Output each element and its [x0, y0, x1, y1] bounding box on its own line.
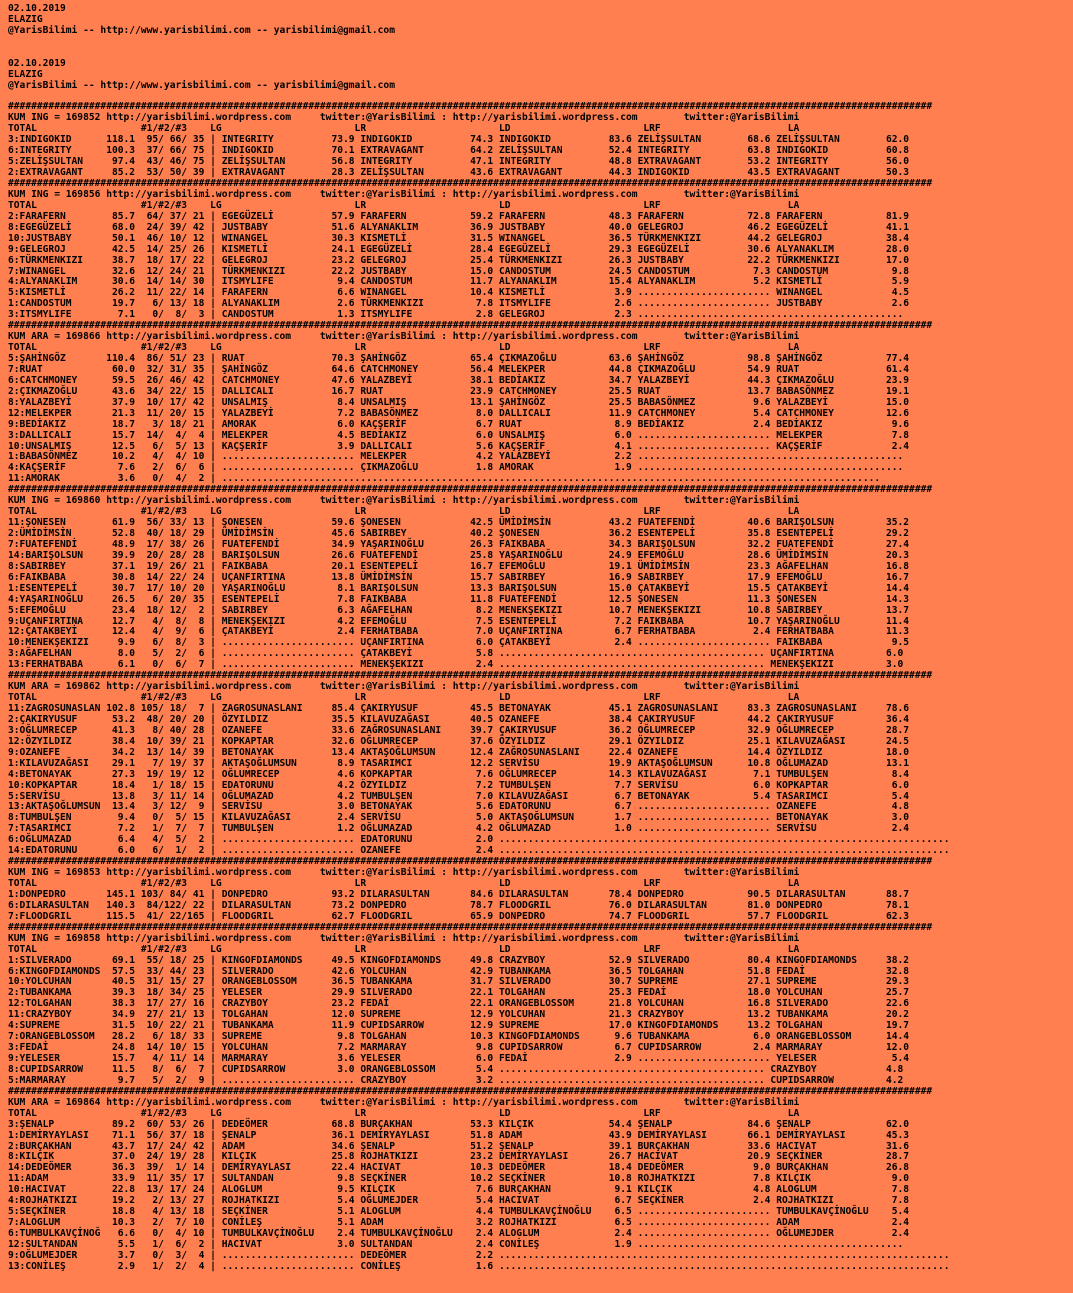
horse-row: 4:YAŞARINOĞLU 26.5 6/ 20/ 35 | ESENTEPELİ 7.8 FAIKBABA 11.8 FUATEFENDİ 12.5 ŞONESEN 11.3 ŞONESEN 14.3: [8, 593, 910, 605]
horse-row: 5:EFEMOĞLU 23.4 18/ 12/ 2 | SABIRBEY 6.3 AĞAFELHAN 8.2 MENEKŞEKIZI 10.7 MENEKŞEKIZI 10.8 SABIRBEY 13.7: [8, 604, 910, 616]
horse-row: 6:DILARASULTAN 140.3 84/122/ 22 | DILARASULTAN 73.2 DONPEDRO 78.7 FLOODGRIL 76.0 DILARASULTAN 81.0 DONPEDRO 78.1: [8, 899, 910, 911]
horse-row: 1:KILAVUZAĞASI 29.1 7/ 19/ 37 | AKTAŞOĞLUMSUN 8.9 TASARIMCI 12.2 SERVİSU 19.9 AKTAŞOĞLUMSUN 10.8 OĞLUMAZAD 13.1: [8, 757, 910, 769]
race-header: KUM ARA = 169864 http://yarisbilimi.wordpress.com twitter:@YarisBilimi : http://yarisbilimi.wordpress.com twitter:@YarisBilimi: [8, 1096, 800, 1108]
horse-row: 2:TUBANKAMA 39.3 18/ 34/ 25 | YELESER 29.9 SILVERADO 22.1 TOLGAHAN 25.3 FEDAİ 18.0 YOLCUHAN 25.7: [8, 987, 910, 999]
horse-row: 12:ÇATAKBEYİ 12.4 4/ 9/ 6 | ÇATAKBEYİ 2.4 FERHATBABA 7.0 UÇANFIRTINA 6.7 FERHATBABA 2.4 FERHATBABA 11.3: [8, 626, 910, 638]
horse-row: 10:JUSTBABY 50.1 46/ 10/ 12 | WINANGEL 30.3 KISMETLİ 31.5 WINANGEL 36.5 TÜRKMENKIZI 44.2 GELEGROJ 38.4: [8, 232, 910, 244]
horse-row: 5:KISMETLİ 26.2 11/ 22/ 14 | FARAFERN 6.6 WINANGEL 10.4 KISMETLİ 3.9 ....................... WINANGEL 4.5: [8, 287, 910, 299]
horse-row: 7:WINANGEL 32.6 12/ 24/ 21 | TÜRKMENKIZI 22.2 JUSTBABY 15.0 CANDOSTUM 24.5 CANDOSTUM 7.3 CANDOSTUM 9.8: [8, 265, 910, 277]
horse-row: 5:MARMARAY 9.7 5/ 2/ 9 | ....................... CRAZYBOY 3.2 .............................................. CUPIDSARROW 4.2: [8, 1074, 904, 1086]
horse-row: 2:ÇAKIRYUSUF 53.2 48/ 20/ 20 | ÖZYILDIZ 35.5 KILAVUZAĞASI 40.5 OZANEFE 38.4 ÇAKIRYUSUF 44.2 ÇAKIRYUSUF 36.4: [8, 713, 910, 725]
horse-row: 11:ŞONESEN 61.9 56/ 33/ 13 | ŞONESEN 59.6 ŞONESEN 42.5 ÜMİDİMSİN 43.2 FUATEFENDİ 40.6 BARIŞOLSUN 35.2: [8, 517, 910, 529]
horse-row: 7:ALOGLUM 10.3 2/ 7/ 10 | CONİLEŞ 5.1 ADAM 3.2 ROJHATKIZI 6.5 ....................... ADAM 2.4: [8, 1217, 910, 1229]
horse-row: 3:FEDAİ 24.8 14/ 10/ 15 | YOLCUHAN 7.2 MARMARAY 9.8 CUPIDSARROW 6.7 CUPIDSARROW 2.4 MARMARAY 12.0: [8, 1042, 910, 1054]
horse-row: 10:KOPKAPTAR 18.4 1/ 18/ 15 | EDATORUNU 4.2 ÖZYILDIZ 7.2 TUMBULŞEN 7.7 SERVİSU 6.0 KOPKAPTAR 6.0: [8, 779, 910, 791]
horse-row: 3:DALLICALI 15.7 14/ 4/ 4 | MELEKPER 4.5 BEDİAKIZ 6.0 UNSALMIŞ 6.0 ....................... MELEKPER 7.8: [8, 429, 910, 441]
column-header: TOTAL #1/#2/#3 LG LR LD LRF LA: [8, 123, 800, 135]
horse-row: 12:MELEKPER 21.3 11/ 20/ 15 | YALAZBEYİ 7.2 BABASÖNMEZ 8.0 DALLICALI 11.9 CATCHMONEY 5.4 CATCHMONEY 12.6: [8, 407, 910, 419]
horse-row: 9:UÇANFIRTINA 12.7 4/ 8/ 8 | MENEKŞEKIZI 4.2 EFEMOĞLU 7.5 ESENTEPELİ 7.2 FAIKBABA 10.7 YAŞARINOĞLU 11.4: [8, 615, 910, 627]
race-header: KUM ING = 169852 http://yarisbilimi.wordpress.com twitter:@YarisBilimi : http://yarisbilimi.wordpress.com twitter:@YarisBilimi: [8, 112, 800, 124]
horse-row: 12:TOLGAHAN 38.3 17/ 27/ 16 | CRAZYBOY 23.2 FEDAİ 22.1 ORANGEBLOSSOM 21.8 YOLCUHAN 16.8 SILVERADO 22.6: [8, 998, 910, 1010]
horse-row: 9:GELEGROJ 42.5 14/ 25/ 26 | KISMETLİ 24.1 EGEGÜZELİ 28.4 EGEGÜZELİ 29.3 EGEGÜZELİ 30.6 ALYANAKLIM 28.0: [8, 243, 910, 255]
column-header: TOTAL #1/#2/#3 LG LR LD LRF LA: [8, 342, 800, 354]
horse-row: 6:TUMBULKAVÇİNOĞ 6.6 0/ 4/ 10 | TUMBULKAVÇİNOĞLU 2.4 TUMBULKAVÇİNOĞLU 2.4 ALOGLUM 2.4 ....................... OĞLUMEJDER 2.4: [8, 1228, 910, 1239]
horse-row: 10:UNSALMIŞ 12.5 6/ 5/ 13 | KAÇŞERİF 3.9 DALLICALI 5.6 KAÇŞERİF 4.1 ....................... KAÇŞERİF 2.4: [8, 440, 910, 452]
horse-row: 7:FLOODGRIL 115.5 41/ 22/165 | FLOODGRIL 62.7 FLOODGRIL 65.9 DONPEDRO 74.7 FLOODGRIL 57.7 FLOODGRIL 62.3: [8, 910, 910, 922]
horse-row: 1:SILVERADO 69.1 55/ 18/ 25 | KINGOFDIAMONDS 49.5 KINGOFDIAMONDS 49.8 CRAZYBOY 52.9 SILVERADO 80.4 KINGOFDIAMONDS 38.2: [8, 954, 910, 966]
horse-row: 5:SERVİSU 13.8 3/ 11/ 14 | OĞLUMAZAD 4.2 TUMBULŞEN 7.0 KILAVUZAĞASI 6.7 BETONAYAK 5.4 TASARIMCI 5.4: [8, 790, 910, 802]
horse-row: 11:ADAM 33.9 11/ 35/ 17 | SULTANDAN 9.8 SEÇKİNER 10.2 SEÇKİNER 10.8 ROJHATKIZI 7.8 KILÇIK 9.0: [8, 1173, 910, 1185]
horse-row: 7:ORANGEBLOSSOM 28.2 6/ 18/ 33 | SUPREME 9.8 TOLGAHAN 10.3 KINGOFDIAMONDS 9.6 TUBANKAMA 6.0 ORANGEBLOSSOM 14.4: [8, 1031, 910, 1043]
horse-row: 9:BEDİAKIZ 18.7 3/ 18/ 21 | AMORAK 6.0 KAÇŞERİF 6.7 RUAT 8.9 BEDİAKIZ 2.4 BEDİAKIZ 9.6: [8, 418, 910, 430]
report-line: 02.10.2019: [8, 57, 66, 69]
race-header: KUM ARA = 169862 http://yarisbilimi.wordpress.com twitter:@YarisBilimi : http://yarisbilimi.wordpress.com twitter:@YarisBilimi: [8, 681, 800, 693]
column-header: TOTAL #1/#2/#3 LG LR LD LRF LA: [8, 199, 800, 211]
race-header: KUM ING = 169856 http://yarisbilimi.wordpress.com twitter:@YarisBilimi : http://yarisbilimi.wordpress.com twitter:@YarisBilimi: [8, 188, 800, 200]
horse-row: 3:INDIGOKID 118.1 95/ 66/ 35 | INTEGRITY 73.9 INDIGOKID 74.3 INDIGOKID 83.6 ZELİŞSULTAN 68.6 ZELİŞSULTAN 62.0: [8, 134, 910, 146]
column-header: TOTAL #1/#2/#3 LG LR LD LRF LA: [8, 506, 800, 518]
section-separator: ################################################################################################################################################################: [8, 670, 933, 682]
horse-row: 3:ŞENALP 89.2 60/ 53/ 26 | DEDEÖMER 68.8 BURÇAKHAN 53.3 KILÇIK 54.4 ŞENALP 84.6 ŞENALP 62.0: [8, 1118, 910, 1130]
horse-row: 2:ÇIKMAZOĞLU 43.6 34/ 22/ 15 | DALLICALI 16.7 RUAT 23.9 CATCHMONEY 25.5 RUAT 13.7 BABASÖNMEZ 19.1: [8, 385, 910, 397]
horse-row: 10:YOLCUHAN 40.5 31/ 15/ 27 | ORANGEBLOSSOM 36.5 TUBANKAMA 31.7 SILVERADO 30.7 SUPREME 27.1 SUPREME 29.3: [8, 976, 910, 988]
section-separator: ################################################################################################################################################################: [8, 178, 933, 189]
report-line: ELAZIG: [8, 68, 43, 80]
horse-row: 13:AKTAŞOĞLUMSUN 13.4 3/ 12/ 9 | SERVİSU 3.0 BETONAYAK 5.6 EDATORUNU 6.7 ....................... OZANEFE 4.8: [8, 801, 910, 813]
horse-row: 10:HACIVAT 22.8 13/ 17/ 24 | ALOGLUM 9.5 KILÇIK 7.6 BURÇAKHAN 9.1 KILÇIK 4.8 ALOGLUM 7.8: [8, 1184, 910, 1196]
column-header: TOTAL #1/#2/#3 LG LR LD LRF LA: [8, 1107, 800, 1119]
horse-row: 12:SULTANDAN 5.5 1/ 6/ 2 | HACIVAT 3.0 SULTANDAN 2.4 CONİLEŞ 1.9 ..............................................: [8, 1238, 904, 1250]
horse-row: 14:DEDEÖMER 36.3 39/ 1/ 14 | DEMİRYAYLASI 22.4 HACIVAT 10.3 DEDEÖMER 18.4 DEDEÖMER 9.0 BURÇAKHAN 26.8: [8, 1162, 910, 1174]
horse-row: 8:KILÇIK 37.0 24/ 19/ 28 | KILÇIK 25.8 ROJHATKIZI 23.2 DEMİRYAYLASI 26.7 HACIVAT 20.9 SEÇKİNER 28.7: [8, 1151, 910, 1163]
race-header: KUM ING = 169853 http://yarisbilimi.wordpress.com twitter:@YarisBilimi : http://yarisbilimi.wordpress.com twitter:@YarisBilimi: [8, 867, 800, 879]
horse-row: 2:BURÇAKHAN 43.7 17/ 24/ 42 | ADAM 34.6 ŞENALP 51.2 ŞENALP 39.1 BURÇAKHAN 33.6 HACIVAT 31.6: [8, 1140, 910, 1152]
horse-row: 1:DEMİRYAYLASI 71.1 56/ 37/ 18 | ŞENALP 36.1 DEMİRYAYLASI 51.8 ADAM 43.9 DEMİRYAYLASI 66.1 DEMİRYAYLASI 45.3: [8, 1129, 910, 1141]
horse-row: 1:DONPEDRO 145.1 103/ 84/ 41 | DONPEDRO 93.2 DILARASULTAN 84.6 DILARASULTAN 78.4 DONPEDRO 90.5 DILARASULTAN 88.7: [8, 888, 910, 900]
horse-row: 13:FERHATBABA 6.1 0/ 6/ 7 | ....................... MENEKŞEKIZI 2.4 .............................................. MENEKŞEKIZI 3.0: [8, 659, 904, 671]
report-line: ELAZIG: [8, 13, 43, 25]
horse-row: 8:SABIRBEY 37.1 19/ 26/ 21 | FAIKBABA 20.1 ESENTEPELİ 16.7 EFEMOĞLU 19.1 ÜMİDİMSİN 23.3 AĞAFELHAN 16.8: [8, 560, 910, 572]
horse-row: 1:CANDOSTUM 19.7 6/ 13/ 18 | ALYANAKLIM 2.6 TÜRKMENKIZI 7.8 ITSMYLIFE 2.6 ....................... JUSTBABY 2.6: [8, 298, 910, 310]
horse-row: 14:BARIŞOLSUN 39.9 20/ 28/ 28 | BARIŞOLSUN 26.6 FUATEFENDİ 25.8 YAŞARINOĞLU 24.9 EFEMOĞLU 28.6 ÜMİDİMSİN 20.3: [8, 549, 910, 561]
horse-row: 6:INTEGRITY 100.3 37/ 66/ 75 | INDIGOKID 70.1 EXTRAVAGANT 64.2 ZELİŞSULTAN 52.4 INTEGRITY 63.8 INDIGOKID 60.8: [8, 145, 910, 157]
horse-row: 9:OĞLUMEJDER 3.7 0/ 3/ 4 | ....................... DEDEÖMER 2.2 ..............................................................................: [8, 1249, 950, 1261]
report-line: [8, 48, 1073, 59]
horse-row: 8:CUPIDSARROW 11.5 8/ 6/ 7 | CUPIDSARROW 3.0 ORANGEBLOSSOM 5.4 .............................................. CRAZYBOY 4.8: [8, 1063, 904, 1075]
horse-row: 7:RUAT 60.0 32/ 31/ 35 | ŞAHİNGÖZ 64.6 CATCHMONEY 56.4 MELEKPER 44.8 ÇIKMAZOĞLU 54.9 RUAT 61.4: [8, 363, 910, 375]
contact-line: @YarisBilimi -- http://www.yarisbilimi.com -- yarisbilimi@gmail.com: [8, 79, 395, 91]
section-separator: ################################################################################################################################################################: [8, 856, 933, 868]
horse-row: 2:FARAFERN 85.7 64/ 37/ 21 | EGEGÜZELİ 57.9 FARAFERN 59.2 FARAFERN 48.3 FARAFERN 72.8 FARAFERN 81.9: [8, 210, 910, 222]
section-separator: ################################################################################################################################################################: [8, 320, 933, 332]
horse-row: 8:TUMBULŞEN 9.4 0/ 5/ 15 | KILAVUZAĞASI 2.4 SERVİSU 5.0 AKTAŞOĞLUMSUN 1.7 ....................... BETONAYAK 3.0: [8, 812, 910, 824]
horse-row: 6:KINGOFDIAMONDS 57.5 33/ 44/ 23 | SILVERADO 42.6 YOLCUHAN 42.9 TUBANKAMA 36.5 TOLGAHAN 51.8 FEDAİ 32.8: [8, 965, 910, 977]
horse-row: 6:CATCHMONEY 59.5 26/ 46/ 42 | CATCHMONEY 47.6 YALAZBEYİ 38.1 BEDİAKIZ 34.7 YALAZBEYİ 44.3 ÇIKMAZOĞLU 23.9: [8, 374, 910, 386]
contact-line: @YarisBilimi -- http://www.yarisbilimi.com -- yarisbilimi@gmail.com: [8, 24, 395, 36]
horse-row: 8:EGEGÜZELİ 68.0 24/ 39/ 42 | JUSTBABY 51.6 ALYANAKLIM 36.9 JUSTBABY 40.0 GELEGROJ 46.2 EGEGÜZELİ 41.1: [8, 221, 910, 233]
horse-row: 7:TASARIMCI 7.2 1/ 7/ 7 | TUMBULŞEN 1.2 OĞLUMAZAD 4.2 OĞLUMAZAD 1.0 ....................... SERVİSU 2.4: [8, 823, 910, 835]
section-separator: ################################################################################################################################################################: [8, 921, 933, 933]
horse-row: 10:MENEKŞEKIZI 9.9 6/ 8/ 3 | ....................... UÇANFIRTINA 6.0 ÇATAKBEYİ 2.4 ....................... FAIKBABA 9.5: [8, 637, 910, 649]
horse-row: 11:CRAZYBOY 34.9 27/ 21/ 13 | TOLGAHAN 12.0 SUPREME 12.9 YOLCUHAN 21.3 CRAZYBOY 13.2 TUBANKAMA 20.2: [8, 1009, 910, 1021]
horse-row: 1:BABASÖNMEZ 10.2 4/ 4/ 10 | ....................... MELEKPER 4.2 YALAZBEYİ 2.2 ..............................................: [8, 451, 904, 463]
horse-row: 12:ÖZYILDIZ 38.4 10/ 39/ 21 | KOPKAPTAR 32.6 OĞLUMRECEP 37.6 ÖZYILDIZ 29.1 ÖZYILDIZ 25.1 KILAVUZAĞASI 24.5: [8, 735, 910, 747]
horse-row: 13:CONİLEŞ 2.9 1/ 2/ 4 | ....................... CONİLEŞ 1.6 ..............................................................................: [8, 1260, 950, 1272]
horse-row: 3:AĞAFELHAN 8.0 5/ 2/ 6 | ....................... ÇATAKBEYİ 5.8 .............................................. UÇANFIRTINA 6.0: [8, 648, 904, 660]
race-header: KUM ING = 169858 http://yarisbilimi.wordpress.com twitter:@YarisBilimi : http://yarisbilimi.wordpress.com twitter:@YarisBilimi: [8, 932, 800, 944]
horse-row: 8:YALAZBEYİ 37.9 10/ 17/ 42 | UNSALMIŞ 8.4 UNSALMIŞ 13.1 ŞAHİNGÖZ 25.5 BABASÖNMEZ 9.6 YALAZBEYİ 15.0: [8, 396, 910, 408]
section-separator: ################################################################################################################################################################: [8, 484, 933, 496]
column-header: TOTAL #1/#2/#3 LG LR LD LRF LA: [8, 943, 800, 955]
horse-row: 6:FAIKBABA 30.8 14/ 22/ 24 | UÇANFIRTINA 13.8 ÜMİDİMSİN 15.7 SABIRBEY 16.9 SABIRBEY 17.9 EFEMOĞLU 16.7: [8, 571, 910, 583]
horse-row: 6:TÜRKMENKIZI 38.7 18/ 17/ 22 | GELEGROJ 23.2 GELEGROJ 25.4 TÜRKMENKIZI 26.3 JUSTBABY 22.2 TÜRKMENKIZI 17.0: [8, 254, 910, 266]
horse-row: 14:EDATORUNU 6.0 6/ 1/ 2 | ....................... OZANEFE 2.4 ..............................................................................: [8, 845, 950, 857]
horse-row: 4:ROJHATKIZI 19.2 2/ 13/ 27 | ROJHATKIZI 5.4 OĞLUMEJDER 5.4 HACIVAT 6.7 SEÇKİNER 2.4 ROJHATKIZI 7.8: [8, 1195, 910, 1207]
race-header: KUM ARA = 169866 http://yarisbilimi.wordpress.com twitter:@YarisBilimi : http://yarisbilimi.wordpress.com twitter:@YarisBilimi: [8, 331, 800, 343]
horse-row: 11:ZAGROSUNASLAN 102.8 105/ 18/ 7 | ZAGROSUNASLANI 85.4 ÇAKIRYUSUF 45.5 BETONAYAK 45.1 ZAGROSUNASLANI 83.3 ZAGROSUNASLANI 78.6: [8, 703, 910, 714]
report-line: [8, 37, 1073, 48]
horse-row: 5:ŞAHİNGÖZ 110.4 86/ 51/ 23 | RUAT 70.3 ŞAHİNGÖZ 65.4 ÇIKMAZOĞLU 63.6 ŞAHİNGÖZ 98.8 ŞAHİNGÖZ 77.4: [8, 353, 910, 364]
section-separator: ################################################################################################################################################################: [8, 1085, 933, 1097]
horse-row: 5:SEÇKİNER 18.8 4/ 13/ 18 | SEÇKİNER 5.1 ALOGLUM 4.4 TUMBULKAVÇİNOĞLU 6.5 ....................... TUMBULKAVÇİNOĞLU 5.4: [8, 1206, 910, 1218]
column-header: TOTAL #1/#2/#3 LG LR LD LRF LA: [8, 878, 800, 889]
horse-row: 4:SUPREME 31.5 10/ 22/ 21 | TUBANKAMA 11.9 CUPIDSARROW 12.9 SUPREME 17.0 KINGOFDIAMONDS 13.2 TOLGAHAN 19.7: [8, 1020, 910, 1032]
horse-row: 4:BETONAYAK 27.3 19/ 19/ 12 | OĞLUMRECEP 4.6 KOPKAPTAR 7.6 OĞLUMRECEP 14.3 KILAVUZAĞASI 7.1 TUMBULŞEN 8.4: [8, 768, 910, 780]
horse-row: 1:ESENTEPELİ 30.7 17/ 10/ 20 | YAŞARINOĞLU 8.1 BARIŞOLSUN 13.3 BARIŞOLSUN 15.0 ÇATAKBEYİ 15.5 ÇATAKBEYİ 14.4: [8, 582, 910, 594]
horse-row: 9:YELESER 15.7 4/ 11/ 14 | MARMARAY 3.6 YELESER 6.0 FEDAİ 2.9 ....................... YELESER 5.4: [8, 1053, 910, 1064]
horse-row: 3:OĞLUMRECEP 41.3 8/ 40/ 28 | OZANEFE 33.6 ZAĞROSUNASLANI 39.7 ÇAKIRYUSUF 36.2 OĞLUMRECEP 32.9 OĞLUMRECEP 28.7: [8, 724, 910, 736]
horse-row: 4:KAÇŞERİF 7.6 2/ 6/ 6 | ....................... ÇIKMAZOĞLU 1.8 AMORAK 1.9 ..............................................: [8, 462, 904, 474]
section-separator: ################################################################################################################################################################: [8, 101, 933, 113]
horse-row: 5:ZELİŞSULTAN 97.4 43/ 46/ 75 | ZELİŞSULTAN 56.8 INTEGRITY 47.1 INTEGRITY 48.8 EXTRAVAGANT 53.2 INTEGRITY 56.0: [8, 156, 910, 168]
horse-row: 9:OZANEFE 34.2 13/ 14/ 39 | BETONAYAK 13.4 AKTAŞOĞLUMSUN 12.4 ZAĞROSUNASLANI 22.4 OZANEFE 14.4 ÖZYILDIZ 18.0: [8, 746, 910, 758]
column-header: TOTAL #1/#2/#3 LG LR LD LRF LA: [8, 692, 800, 704]
horse-row: 11:AMORAK 3.6 0/ 4/ 2 | ..................................................................................................................: [8, 473, 881, 485]
horse-row: 7:FUATEFENDİ 48.9 17/ 38/ 26 | FUATEFENDİ 34.9 YAŞARINOĞLU 26.3 FAIKBABA 34.3 BARIŞOLSUN 32.2 FUATEFENDİ 27.4: [8, 538, 910, 550]
horse-row: 2:ÜMİDİMSİN 52.8 40/ 18/ 29 | ÜMİDİMSİN 45.6 SABIRBEY 40.2 ŞONESEN 36.2 ESENTEPELİ 35.8 ESENTEPELİ 29.2: [8, 528, 910, 539]
horse-row: 3:ITSMYLIFE 7.1 0/ 8/ 3 | CANDOSTUM 1.3 ITSMYLIFE 2.8 GELEGROJ 2.3 ..............................................: [8, 309, 904, 321]
horse-row: 4:ALYANAKLIM 30.6 14/ 14/ 30 | ITSMYLIFE 9.4 CANDOSTUM 11.7 ALYANAKLIM 15.4 ALYANAKLIM 5.2 KISMETLİ 5.9: [8, 276, 910, 288]
report-line: 02.10.2019: [8, 3, 66, 14]
horse-row: 2:EXTRAVAGANT 85.2 53/ 50/ 39 | EXTRAVAGANT 28.3 ZELİŞSULTAN 43.6 EXTRAVAGANT 44.3 INDIGOKID 43.5 EXTRAVAGANT 50.3: [8, 167, 910, 179]
race-header: KUM ING = 169860 http://yarisbilimi.wordpress.com twitter:@YarisBilimi : http://yarisbilimi.wordpress.com twitter:@YarisBilimi: [8, 495, 800, 507]
horse-row: 6:OĞLUMAZAD 6.4 4/ 5/ 2 | ....................... EDATORUNU 2.0 ..............................................................................: [8, 834, 950, 846]
